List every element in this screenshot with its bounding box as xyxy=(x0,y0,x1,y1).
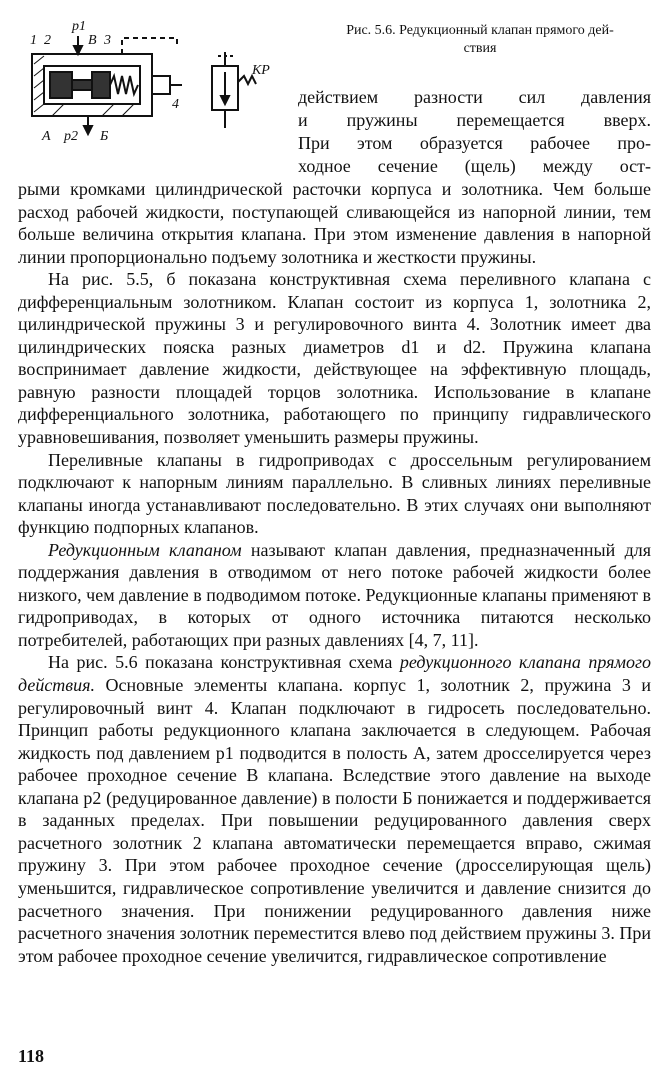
spool-neck xyxy=(72,80,92,90)
spool-left-land xyxy=(50,72,72,98)
term-reducing-valve: Редукционным клапаном xyxy=(48,539,242,560)
fig-label-1: 1 xyxy=(30,33,37,48)
fig-label-b: Б xyxy=(100,129,109,144)
spool-right-land xyxy=(92,72,110,98)
fig-label-v: В xyxy=(88,33,97,48)
page-number: 118 xyxy=(18,1046,45,1066)
body-text xyxy=(18,178,651,967)
adjusting-screw xyxy=(152,76,170,94)
wrap-line: действием разности сил давления xyxy=(298,87,651,107)
paragraph-continuation: рыми кромками цилиндрической расточки корпуса и золотника. Чем больше расход рабочей жидкости, поступающей сливающейся из напорной линии, тем больше величина открытия клапана. При этом изменение давления в напорной линии пропорционально подъему золотника и жесткости пружины. xyxy=(18,179,651,267)
term-direct-acting: редукционного клапана прямого действия. xyxy=(18,652,651,696)
valve-schematic-figure xyxy=(22,16,287,146)
fig-label-4: 4 xyxy=(172,97,179,112)
fig-label-a: А xyxy=(42,129,51,144)
wrap-line: ходное сечение (щель) между ост- xyxy=(298,156,651,176)
caption-line-2: ствия xyxy=(463,41,497,56)
paragraph-overflow-valves-usage: Переливные клапаны в гидроприводах с дроссельным регулированием подключают к напорным линиям параллельно. В сливных линиях переливные клапаны иногда устанавливают последовательно. В этих случаях они выполняют функцию подпорных клапанов. xyxy=(18,449,651,538)
paragraph-text-b: Основные элементы клапана. корпус 1, золотник 2, пружина 3 и регулировочный винт 4. Клапан подключают в гидросеть последовательно. Принцип работы редукционного клапана заключается в следующем. Рабочая жидкость под давлением p1 подводится в полость А, затем дросселируется через рабочее проходное сечение В клапана. Вследствие этого давление на выходе клапана p2 (редуцированное давление) в полости Б понижается и поддерживается в заданных пределах. При повышении редуцированного давления сверх расчетного золотник 2 клапана автоматически перемещается вправо, сжимая пружину 3. При этом рабочее проходное сечение (дросселирующая щель) уменьшится, гидравлическое сопротивление увеличится и давление снизится до расчетного значения. При понижении редуцированного давления ниже расчетного значения золотник переместится влево под действием пружины 3. При этом рабочее проходное сечение увеличится, гидравлическое сопротивление xyxy=(18,675,651,966)
fig-label-kr: КР xyxy=(252,63,270,78)
valve-graphic-symbol xyxy=(212,52,256,128)
fig-label-2: 2 xyxy=(44,33,51,48)
paragraph-reducing-valve-def xyxy=(18,539,651,652)
figure-caption xyxy=(300,22,660,58)
paragraph-text-a: На рис. 5.6 показана конструктивная схема xyxy=(48,652,400,673)
fig-label-p2: p2 xyxy=(64,129,78,144)
fig-label-p1: p1 xyxy=(72,19,86,34)
wrap-line: и пружины перемещается вверх. xyxy=(298,110,651,130)
wrap-line: При этом образуется рабочее про- xyxy=(298,133,651,153)
paragraph-text: называют клапан давления, предназначенный для поддержания давления в отводимом от него потоке рабочей жидкости более низкого, чем давление в подводимом потоке. Редукционные клапаны применяют в гидроприводах, в которых от одного источника питаются несколько потребителей, работающих при разных давлениях [4, 7, 11]. xyxy=(18,539,651,650)
fig-label-3: 3 xyxy=(104,33,111,48)
caption-line-1: Рис. 5.6. Редукционный клапан прямого дей- xyxy=(346,23,614,38)
paragraph-overflow-valve: На рис. 5.5, б показана конструктивная схема переливного клапана с дифференциальным золотником. Клапан состоит из корпуса 1, золотника 2, цилиндрической пружины 3 и регулировочного винта 4. Золотник имеет два цилиндрических пояска разных диаметров d1 и d2. Пружина клапана воспринимает давление жидкости, действующее на эффективную площадь, равную разности площадей торцов золотника. Использование в клапане дифференциального золотника, работающего по принципу гидравлического уравновешивания, позволяет уменьшить размеры пружины. xyxy=(18,269,651,448)
wrapped-text-block xyxy=(298,86,651,178)
paragraph-reducing-valve-design xyxy=(18,651,651,967)
